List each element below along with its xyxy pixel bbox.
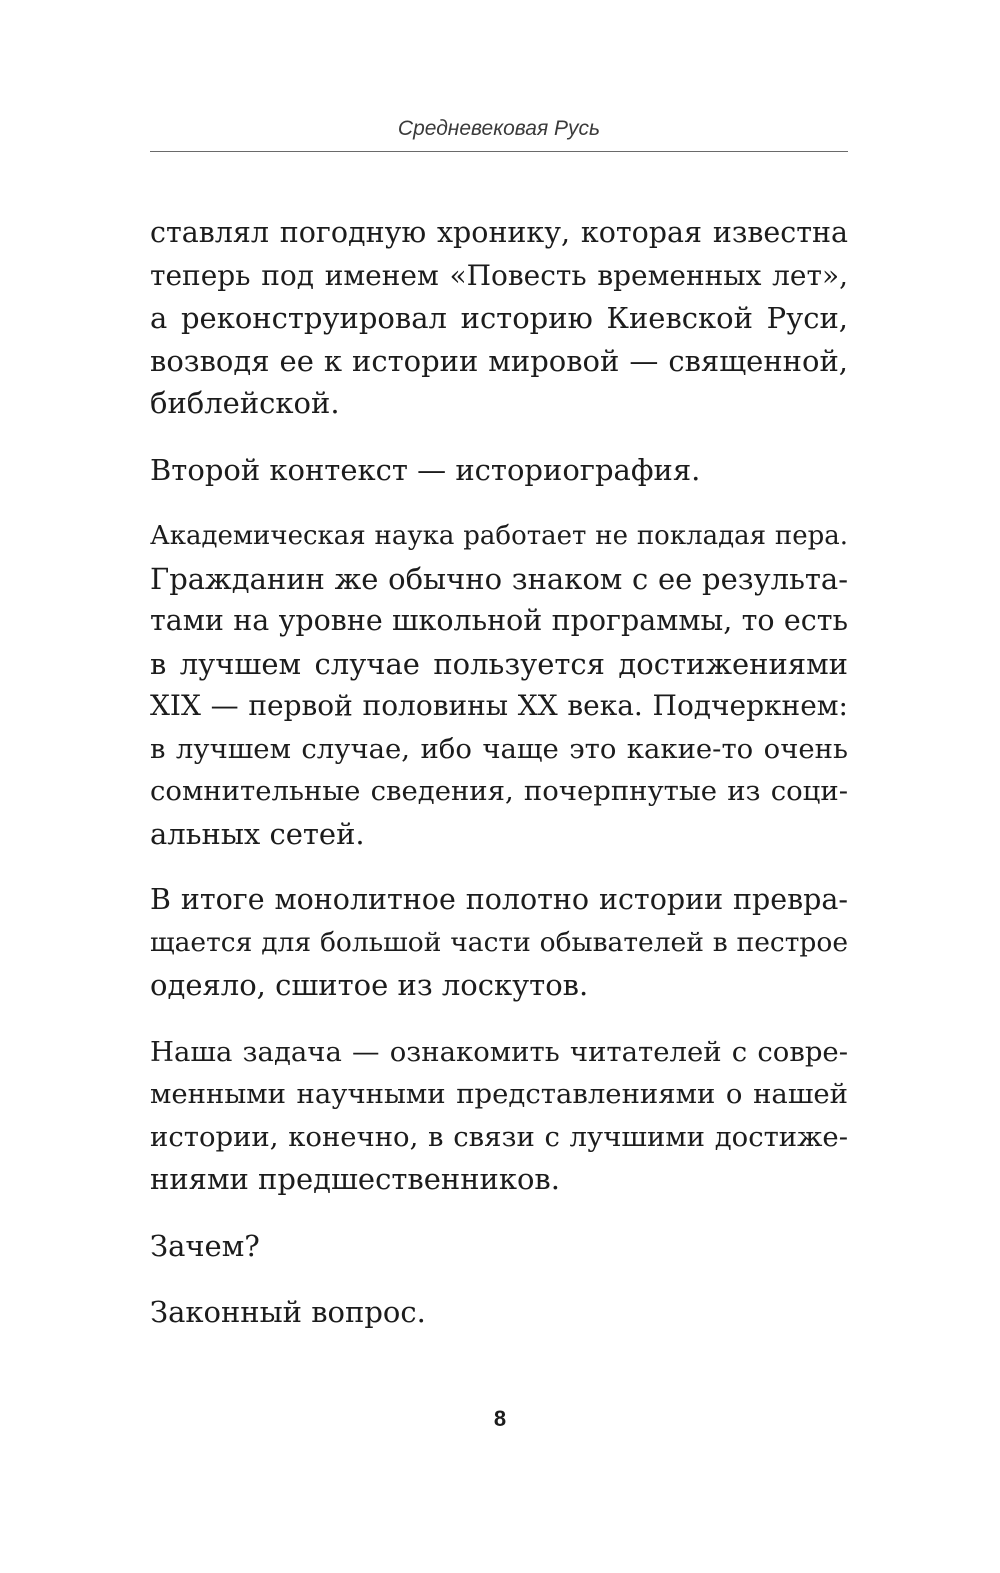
paragraph (150, 879, 848, 1007)
paragraph-gap (150, 425, 848, 449)
text-line: В итоге монолитное полотно истории превра- (150, 883, 848, 916)
text-line: сомнительные сведения, почерпнутые из соци- (150, 775, 848, 807)
paragraph-gap (150, 491, 848, 515)
text-line: Гражданин же обычно знаком с ее результа- (150, 561, 848, 596)
text-line: ниями предшественников. (150, 1162, 560, 1196)
text-line: Законный вопрос. (150, 1295, 426, 1329)
text-line: одеяло, сшитое из лоскутов. (150, 968, 589, 1002)
text-line: XIX — первой половины XX века. Подчеркнем: (150, 689, 848, 722)
paragraph-gap (150, 855, 848, 879)
text-line: Наша задача — ознакомить читателей с совре- (150, 1035, 848, 1068)
text-line: возводя ее к истории мировой — священной, (150, 343, 848, 378)
paragraph (150, 1225, 848, 1268)
text-line: щается для большой части обывателей в пестрое (150, 926, 848, 958)
text-line: ставлял погодную хронику, которая известна (150, 216, 848, 249)
paragraph-gap (150, 1201, 848, 1225)
running-head: Средневековая Русь (397, 117, 601, 140)
text-line: в лучшем случае пользуется достижениями (150, 646, 848, 681)
paragraph-gap (150, 1007, 848, 1031)
header-rule (150, 151, 848, 152)
text-line: Зачем? (150, 1228, 260, 1263)
text-line: теперь под именем «Повесть временных лет», (150, 258, 848, 292)
text-line: библейской. (150, 386, 340, 420)
text-line: Второй контекст — историография. (150, 452, 701, 487)
text-line: менными научными представлениями о нашей (150, 1078, 848, 1110)
text-line: а реконструировал историю Киевской Руси, (150, 301, 848, 335)
text-line: альных сетей. (150, 816, 365, 851)
paragraph (150, 1031, 848, 1201)
paragraph (150, 212, 848, 425)
text-line: в лучшем случае, ибо чаще это какие-то очень (150, 732, 848, 765)
paragraph (150, 449, 848, 492)
paragraph (150, 515, 848, 855)
text-line: истории, конечно, в связи с лучшими достиже- (150, 1120, 848, 1153)
paragraph (150, 1291, 848, 1334)
body-text (150, 212, 848, 1334)
page-number: 8 (493, 1406, 507, 1431)
paragraph-gap (150, 1267, 848, 1291)
text-line: Академическая наука работает не покладая пера. (150, 521, 848, 551)
text-line: тами на уровне школьной программы, то есть (150, 604, 848, 637)
